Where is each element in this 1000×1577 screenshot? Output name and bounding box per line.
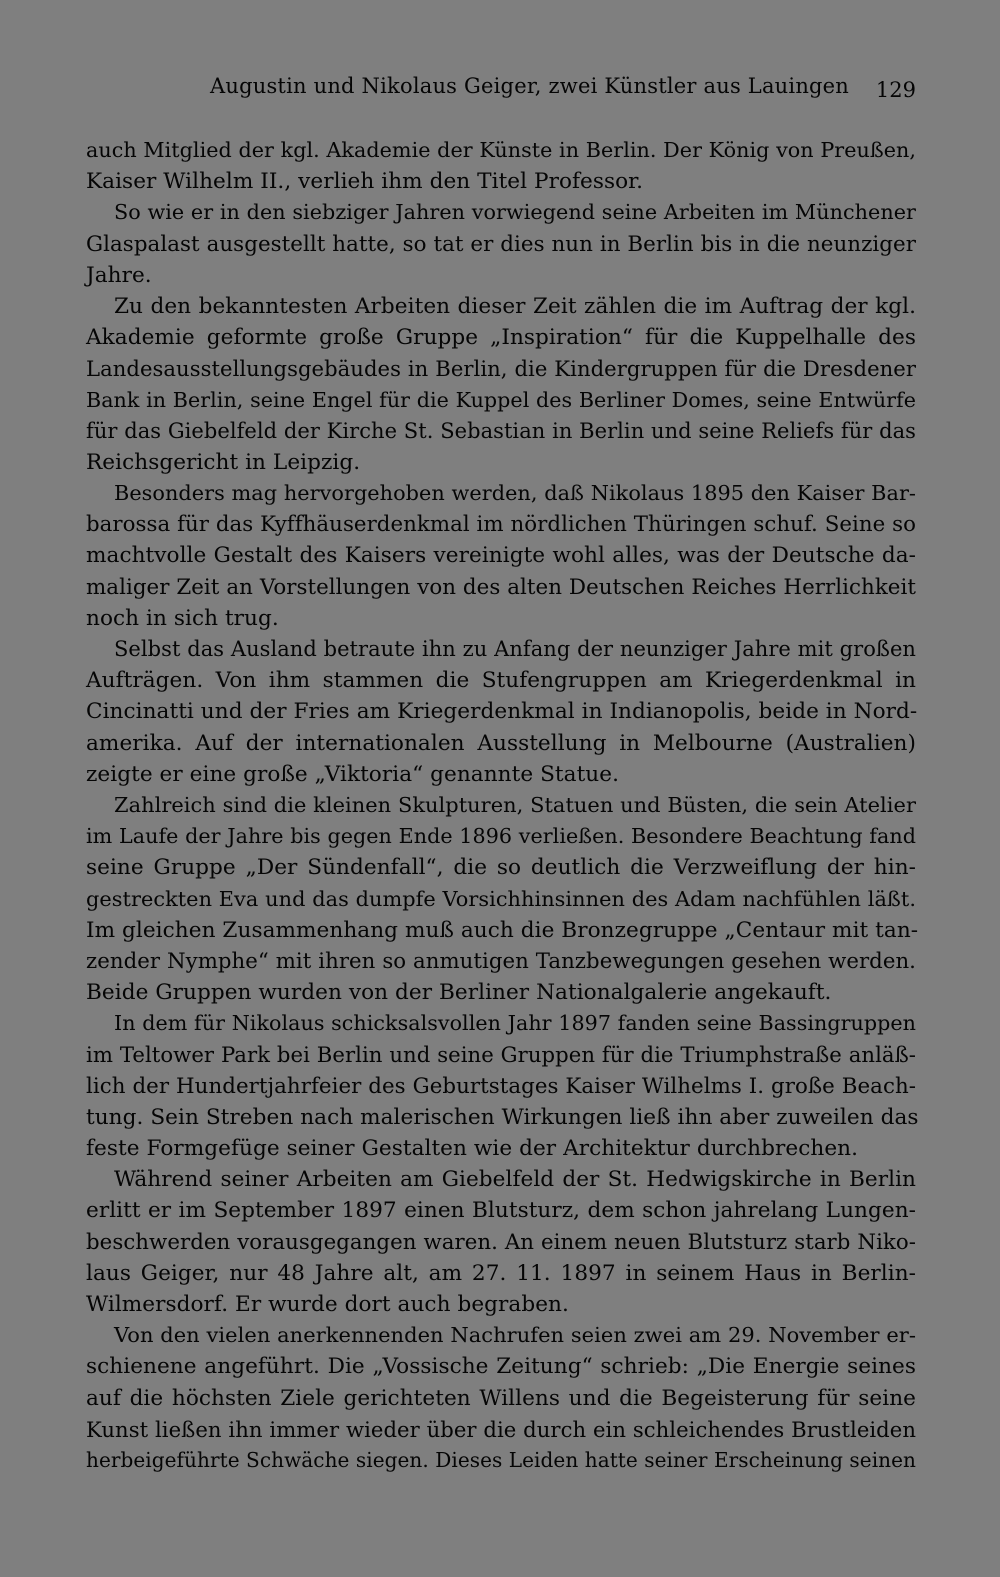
paragraph-4: [86, 478, 916, 634]
text-line: Zu den bekanntesten Arbeiten dieser Zeit zählen die im Auftrag der kgl.: [114, 293, 916, 319]
text-line: Reichsgericht in Leipzig.: [86, 449, 361, 475]
text-line: In dem für Nikolaus schicksalsvollen Jahr 1897 fanden seine Bassingruppen: [114, 1011, 916, 1036]
page-number: 129: [875, 78, 916, 102]
text-line: auf die höchsten Ziele gerichteten Willens und die Begeisterung für seine: [86, 1385, 916, 1411]
text-line: Zahlreich sind die kleinen Skulpturen, Statuen und Büsten, die sein Atelier: [114, 792, 916, 817]
text-line: Cincinatti und der Fries am Kriegerdenkmal in Indianopolis, beide in Nord-: [86, 699, 918, 725]
text-line: beschwerden vorausgegangen waren. An einem neuen Blutsturz starb Niko-: [86, 1229, 916, 1255]
text-line: Wilmersdorf. Er wurde dort auch begraben.: [86, 1291, 569, 1317]
text-line: So wie er in den siebziger Jahren vorwiegend seine Arbeiten im Münchener: [114, 200, 916, 225]
text-line: Kunst ließen ihn immer wieder über die durch ein schleichendes Brustleiden: [86, 1416, 916, 1442]
paragraph-8: [86, 1164, 916, 1320]
paragraph-2: [86, 197, 916, 291]
text-line: Von den vielen anerkennenden Nachrufen seien zwei am 29. November er-: [114, 1323, 916, 1348]
paragraph-5: [86, 634, 916, 790]
paragraph-7: [86, 1008, 919, 1164]
text-line: gestreckten Eva und das dumpfe Vorsichhinsinnen des Adam nachfühlen läßt.: [86, 886, 916, 911]
text-line: Bank in Berlin, seine Engel für die Kuppel des Berliner Domes, seine Entwürfe: [86, 387, 916, 412]
text-line: Jahre.: [86, 262, 152, 288]
text-line: auch Mitglied der kgl. Akademie der Künste in Berlin. Der König von Preußen,: [86, 138, 916, 162]
text-line: zeigte er eine große „Viktoria“ genannte Statue.: [86, 761, 620, 787]
text-line: Besonders mag hervorgehoben werden, daß Nikolaus 1895 den Kaiser Bar-: [114, 481, 916, 506]
paragraph-6: [86, 790, 919, 1008]
paragraph-3: [86, 291, 916, 478]
text-line: barossa für das Kyffhäuserdenkmal im nördlichen Thüringen schuf. Seine so: [86, 512, 916, 538]
text-line: machtvolle Gestalt des Kaisers vereinigte wohl alles, was der Deutsche da-: [86, 543, 916, 569]
text-line: Im gleichen Zusammenhang muß auch die Bronzegruppe „Centaur mit tan-: [86, 917, 919, 943]
paragraph-9: [86, 1320, 916, 1476]
running-head: [86, 74, 916, 114]
text-line: Während seiner Arbeiten am Giebelfeld der St. Hedwigskirche in Berlin: [114, 1167, 916, 1193]
text-line: maliger Zeit an Vorstellungen von des alten Deutschen Reiches Herrlichkeit: [86, 574, 916, 600]
text-line: Aufträgen. Von ihm stammen die Stufengruppen am Kriegerdenkmal in: [86, 668, 916, 694]
text-line: im Teltower Park bei Berlin und seine Gruppen für die Triumphstraße anläß-: [86, 1042, 916, 1068]
text-line: Akademie geformte große Gruppe „Inspiration“ für die Kuppelhalle des: [86, 325, 916, 351]
body-text: [86, 135, 919, 1476]
text-line: für das Giebelfeld der Kirche St. Sebastian in Berlin und seine Reliefs für das: [86, 418, 916, 443]
text-line: Landesausstellungsgebäudes in Berlin, die Kindergruppen für die Dresdener: [86, 356, 916, 382]
text-line: im Laufe der Jahre bis gegen Ende 1896 verließen. Besondere Beachtung fand: [86, 824, 916, 849]
text-line: schienene angeführt. Die „Vossische Zeitung“ schrieb: „Die Energie seines: [86, 1354, 916, 1380]
text-line: zender Nymphe“ mit ihren so anmutigen Tanzbewegungen gesehen werden.: [86, 948, 916, 974]
text-line: laus Geiger, nur 48 Jahre alt, am 27. 11. 1897 in seinem Haus in Berlin-: [86, 1260, 916, 1286]
text-line: noch in sich trug.: [86, 605, 279, 631]
running-title: Augustin und Nikolaus Geiger, zwei Künstler aus Lauingen: [210, 74, 850, 98]
text-line: Selbst das Ausland betraute ihn zu Anfang der neunziger Jahre mit großen: [114, 637, 916, 661]
text-line: seine Gruppe „Der Sündenfall“, die so deutlich die Verzweiflung der hin-: [86, 855, 916, 881]
text-line: erlitt er im September 1897 einen Blutsturz, dem schon jahrelang Lungen-: [86, 1198, 916, 1224]
text-line: Glaspalast ausgestellt hatte, so tat er dies nun in Berlin bis in die neunziger: [86, 231, 916, 257]
paragraph-1: [86, 135, 916, 197]
text-line: amerika. Auf der internationalen Ausstellung in Melbourne (Australien): [86, 730, 916, 756]
text-line: Kaiser Wilhelm II., verlieh ihm den Titel Professor.: [86, 169, 644, 195]
text-line: feste Formgefüge seiner Gestalten wie der Architektur durchbrechen.: [86, 1136, 859, 1161]
text-line: Beide Gruppen wurden von der Berliner Nationalgalerie angekauft.: [86, 980, 832, 1006]
text-line: tung. Sein Streben nach malerischen Wirkungen ließ ihn aber zuweilen das: [86, 1104, 919, 1130]
text-line: lich der Hundertjahrfeier des Geburtstages Kaiser Wilhelms I. große Beach-: [86, 1073, 916, 1099]
text-line: herbeigeführte Schwäche siegen. Dieses Leiden hatte seiner Erscheinung seinen: [86, 1447, 916, 1472]
